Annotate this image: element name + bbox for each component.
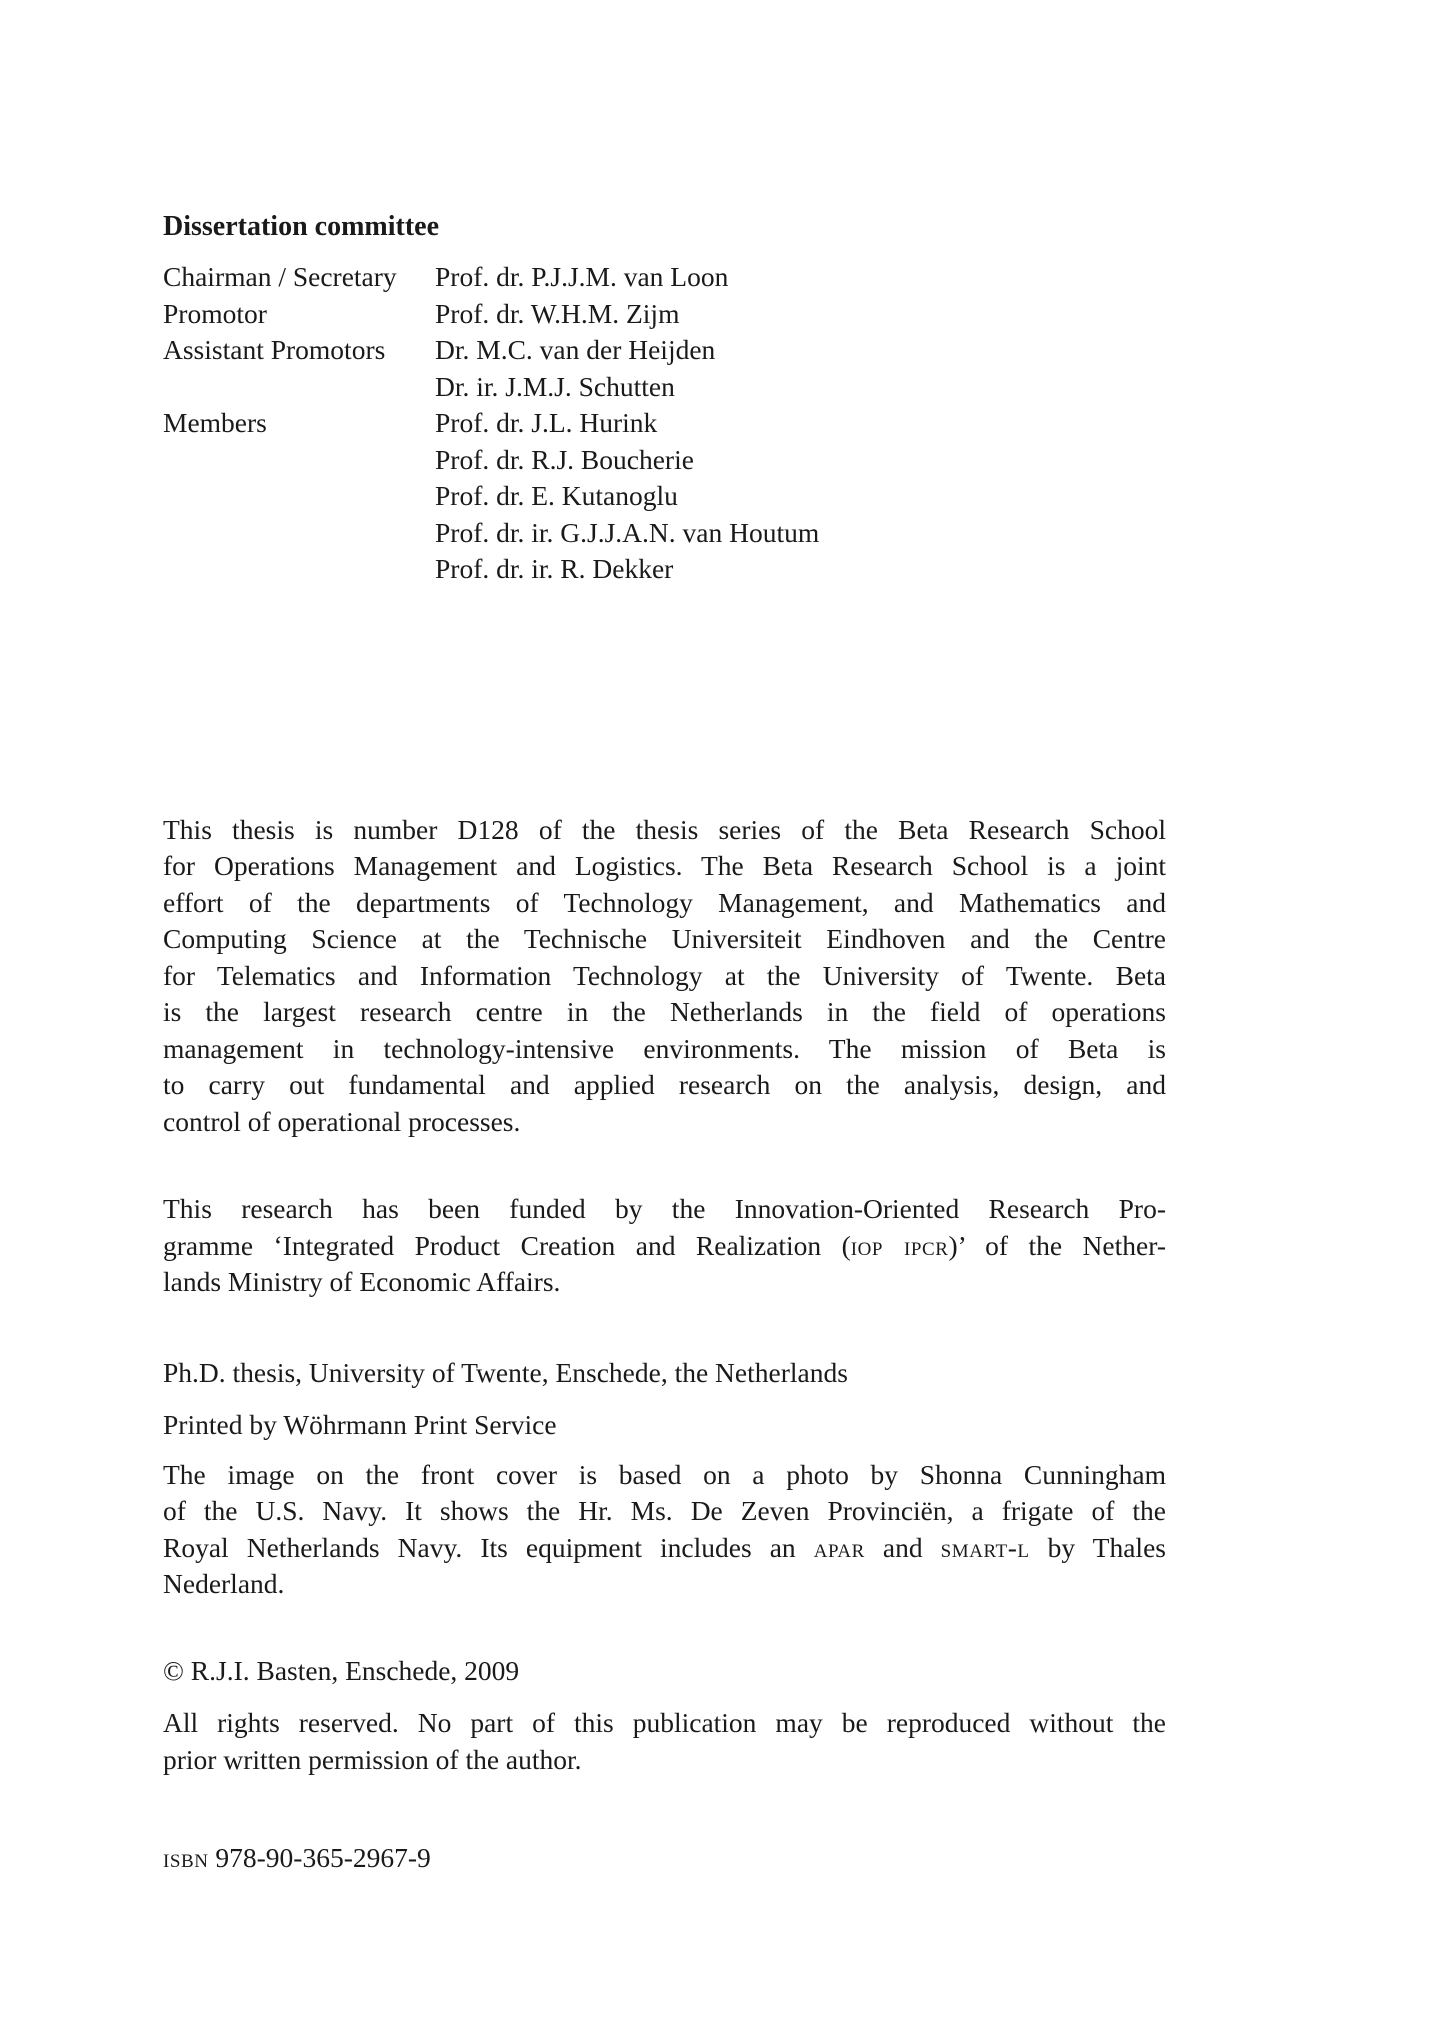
text-line: effort of the departments of Technology Management, and Mathematics and bbox=[163, 886, 1166, 918]
committee-row bbox=[163, 551, 1166, 588]
committee-member-name: Prof. dr. P.J.J.M. van Loon bbox=[435, 261, 729, 292]
text-line: © R.J.I. Basten, Enschede, 2009 bbox=[163, 1654, 520, 1686]
committee-row bbox=[163, 369, 1166, 406]
text-segment: Royal Netherlands Navy. Its equipment includes an bbox=[163, 1531, 814, 1563]
text-line: This research has been funded by the Innovation-Oriented Research Pro- bbox=[163, 1193, 1166, 1224]
cover-image-paragraph bbox=[163, 1457, 1166, 1603]
committee-role-label: Chairman / Secretary bbox=[163, 261, 397, 292]
text-line bbox=[163, 1840, 1166, 1877]
small-caps-text: isbn bbox=[163, 1842, 209, 1873]
committee-row bbox=[163, 259, 1166, 296]
small-caps-text: smart-l bbox=[940, 1531, 1030, 1563]
committee-role-label: Promotor bbox=[163, 297, 267, 329]
text-line: Computing Science at the Technische Universiteit Eindhoven and the Centre bbox=[163, 923, 1166, 954]
text-segment: 978-90-365-2967-9 bbox=[208, 1842, 431, 1873]
text-segment: by Thales bbox=[1029, 1531, 1166, 1563]
text-line: for Operations Management and Logistics. The Beta Research School is a joint bbox=[163, 850, 1166, 881]
committee-role-label bbox=[163, 515, 435, 552]
text-line: prior written permission of the author. bbox=[163, 1743, 582, 1775]
committee-member-name: Prof. dr. R.J. Boucherie bbox=[435, 443, 694, 475]
text-segment: and bbox=[864, 1531, 941, 1563]
all-rights-reserved-paragraph bbox=[163, 1705, 1166, 1778]
small-caps-text: iop ipcr bbox=[850, 1229, 949, 1261]
text-line: This thesis is number D128 of the thesis series of the Beta Research School bbox=[163, 813, 1166, 845]
section-heading: Dissertation committee bbox=[163, 211, 440, 242]
committee-role-label bbox=[163, 369, 435, 406]
committee-row bbox=[163, 442, 1166, 479]
committee-member-name: Prof. dr. W.H.M. Zijm bbox=[435, 297, 680, 329]
committee-member-name: Dr. ir. J.M.J. Schutten bbox=[435, 370, 675, 402]
text-line: is the largest research centre in the Netherlands in the field of operations bbox=[163, 996, 1166, 1027]
text-segment: )’ of the Nether- bbox=[948, 1229, 1166, 1261]
committee-table bbox=[163, 259, 1166, 588]
committee-row bbox=[163, 332, 1166, 369]
text-line: management in technology-intensive environments. The mission of Beta is bbox=[163, 1032, 1166, 1064]
text-line: control of operational processes. bbox=[163, 1105, 521, 1137]
committee-row bbox=[163, 515, 1166, 552]
text-line: to carry out fundamental and applied research on the analysis, design, and bbox=[163, 1069, 1166, 1100]
small-caps-text: apar bbox=[813, 1531, 865, 1563]
copyright-line bbox=[163, 1653, 1166, 1690]
committee-role-label bbox=[163, 478, 435, 515]
text-line bbox=[163, 1530, 1166, 1567]
committee-role-label: Members bbox=[163, 407, 267, 438]
committee-member-name: Prof. dr. ir. R. Dekker bbox=[435, 553, 674, 584]
beta-research-school-paragraph bbox=[163, 812, 1166, 1141]
committee-row bbox=[163, 405, 1166, 442]
committee-member-name: Prof. dr. E. Kutanoglu bbox=[435, 480, 678, 511]
text-line: for Telematics and Information Technology at the University of Twente. Beta bbox=[163, 959, 1166, 991]
committee-row bbox=[163, 478, 1166, 515]
committee-role-label bbox=[163, 442, 435, 479]
text-line: Printed by Wöhrmann Print Service bbox=[163, 1409, 557, 1440]
committee-role-label bbox=[163, 551, 435, 588]
isbn-line bbox=[163, 1840, 1166, 1877]
text-segment: gramme ‘Integrated Product Creation and Realization ( bbox=[163, 1229, 851, 1261]
text-line bbox=[163, 1228, 1166, 1265]
text-line: lands Ministry of Economic Affairs. bbox=[163, 1266, 561, 1297]
committee-member-name: Prof. dr. J.L. Hurink bbox=[435, 407, 658, 438]
funding-paragraph bbox=[163, 1191, 1166, 1301]
text-line: of the U.S. Navy. It shows the Hr. Ms. De Zeven Provinciën, a frigate of the bbox=[163, 1495, 1166, 1526]
committee-member-name: Dr. M.C. van der Heijden bbox=[435, 334, 716, 365]
text-line: Ph.D. thesis, University of Twente, Enschede, the Netherlands bbox=[163, 1356, 848, 1388]
printed-by-line bbox=[163, 1407, 1166, 1444]
text-line: The image on the front cover is based on a photo by Shonna Cunningham bbox=[163, 1458, 1166, 1490]
committee-member-name: Prof. dr. ir. G.J.J.A.N. van Houtum bbox=[435, 516, 820, 548]
committee-role-label: Assistant Promotors bbox=[163, 334, 386, 365]
phd-thesis-line bbox=[163, 1355, 1166, 1392]
text-line: Nederland. bbox=[163, 1568, 285, 1599]
committee-row bbox=[163, 296, 1166, 333]
text-line: All rights reserved. No part of this publication may be reproduced without the bbox=[163, 1707, 1166, 1738]
